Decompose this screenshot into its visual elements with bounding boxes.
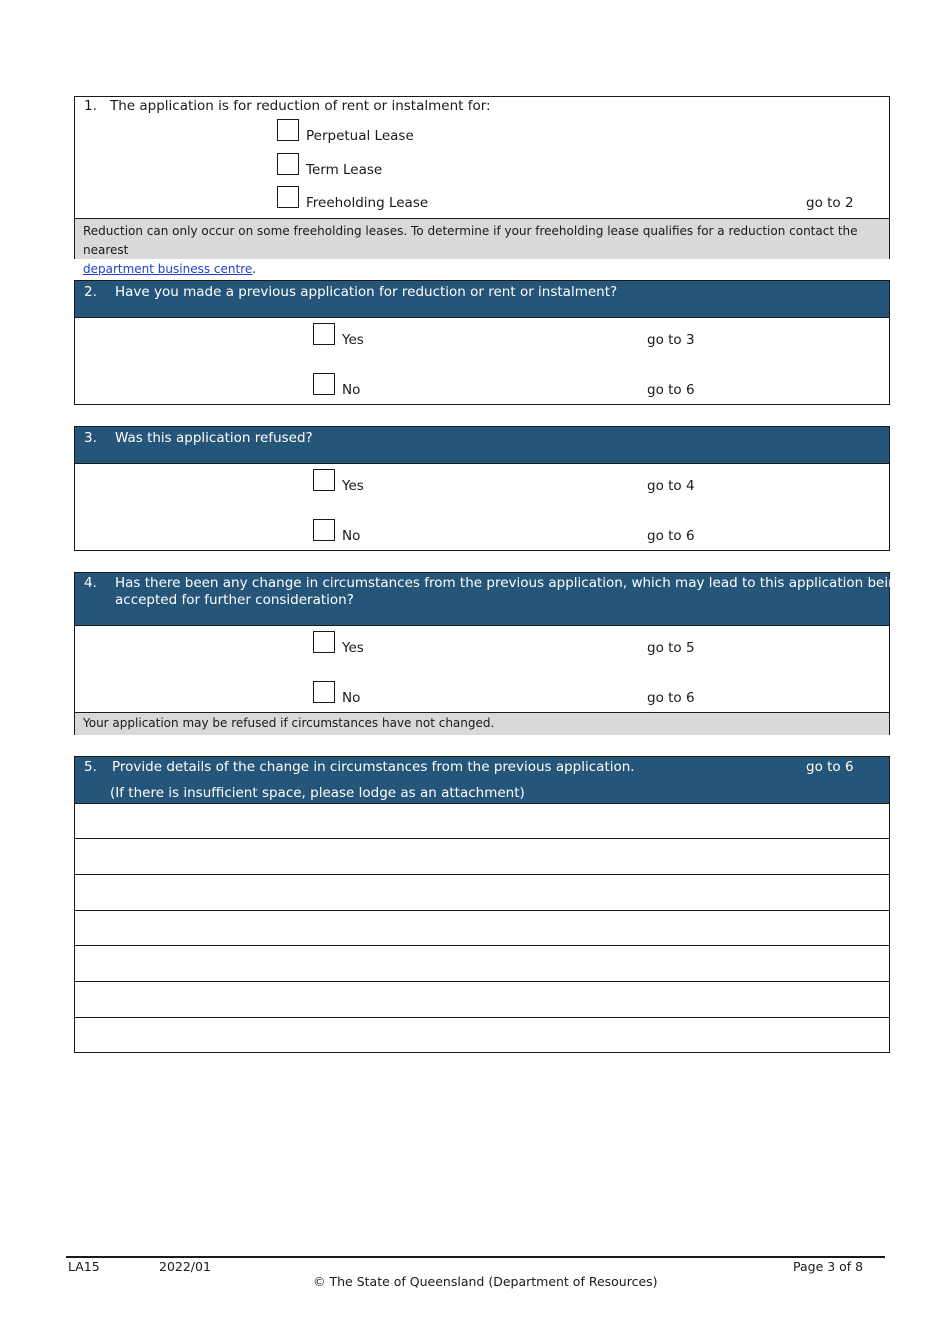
question-4-header: [75, 573, 906, 626]
footer-rule: [66, 1256, 885, 1258]
question-1-number: 1.: [84, 98, 97, 114]
details-line-1[interactable]: [75, 804, 889, 839]
question-3-section: [74, 426, 890, 551]
question-3-header: [75, 427, 889, 464]
question-4-yes-goto: go to 5: [647, 640, 695, 656]
question-3-yes-goto: go to 4: [647, 478, 695, 494]
question-2-yes-label: Yes: [342, 332, 364, 348]
question-1-text: The application is for reduction of rent or instalment for:: [110, 98, 491, 114]
freeholding-lease-checkbox[interactable]: [277, 186, 299, 208]
question-3-yes-label: Yes: [342, 478, 364, 494]
freeholding-lease-label: Freeholding Lease: [306, 195, 429, 211]
question-2-header: [75, 281, 889, 318]
footer-form-code: LA15: [68, 1259, 100, 1274]
details-line-7[interactable]: [75, 1018, 889, 1053]
question-4-no-goto: go to 6: [647, 690, 695, 706]
footer-page-number: Page 3 of 8: [793, 1259, 864, 1274]
question-4-note: Your application may be refused if circumstances have not changed.: [75, 712, 889, 735]
question-3-text: Was this application refused?: [115, 430, 313, 446]
question-5-number: 5.: [84, 759, 97, 775]
perpetual-lease-checkbox[interactable]: [277, 119, 299, 141]
question-2-no-label: No: [342, 382, 361, 398]
details-line-5[interactable]: [75, 946, 889, 981]
question-4-yes-checkbox[interactable]: [313, 631, 335, 653]
question-2-no-checkbox[interactable]: [313, 373, 335, 395]
question-5-section: [74, 756, 890, 1053]
term-lease-label: Term Lease: [306, 162, 383, 178]
question-3-no-label: No: [342, 528, 361, 544]
question-3-no-checkbox[interactable]: [313, 519, 335, 541]
question-3-no-goto: go to 6: [647, 528, 695, 544]
footer-copyright: © The State of Queensland (Department of Resources): [313, 1274, 658, 1289]
question-4-text-line2: accepted for further consideration?: [115, 592, 354, 608]
question-1-note-text: Reduction can only occur on some freeholding leases. To determine if your freeholding lease qualifies for a reduction contact the nearest: [83, 224, 858, 257]
question-1-goto: go to 2: [806, 195, 854, 211]
question-2-text: Have you made a previous application for reduction or rent or instalment?: [115, 284, 618, 300]
department-business-centre-link[interactable]: department business centre: [83, 262, 253, 276]
question-2-section: [74, 280, 890, 405]
perpetual-lease-label: Perpetual Lease: [306, 128, 414, 144]
details-line-2[interactable]: [75, 839, 889, 874]
term-lease-checkbox[interactable]: [277, 153, 299, 175]
question-4-no-checkbox[interactable]: [313, 681, 335, 703]
question-3-yes-checkbox[interactable]: [313, 469, 335, 491]
question-5-subtext: (If there is insufficient space, please lodge as an attachment): [110, 785, 525, 801]
details-line-4[interactable]: [75, 911, 889, 946]
question-2-yes-goto: go to 3: [647, 332, 695, 348]
question-3-number: 3.: [84, 430, 97, 446]
question-1-note-end: .: [252, 262, 257, 276]
question-4-no-label: No: [342, 690, 361, 706]
details-line-6[interactable]: [75, 982, 889, 1017]
question-4-number: 4.: [84, 575, 97, 591]
question-2-number: 2.: [84, 284, 97, 300]
question-4-text-line1: Has there been any change in circumstances from the previous application, which may lead to this application being: [115, 575, 906, 591]
details-line-3[interactable]: [75, 875, 889, 910]
question-1-section: [74, 96, 890, 276]
question-1-note: [75, 218, 889, 276]
question-2-no-goto: go to 6: [647, 382, 695, 398]
question-5-header: [75, 757, 889, 804]
question-5-text: Provide details of the change in circumstances from the previous application.: [112, 759, 635, 775]
footer-version: 2022/01: [159, 1259, 211, 1274]
question-5-goto: go to 6: [806, 759, 854, 775]
question-4-section: [74, 572, 906, 735]
question-4-yes-label: Yes: [342, 640, 364, 656]
question-2-yes-checkbox[interactable]: [313, 323, 335, 345]
